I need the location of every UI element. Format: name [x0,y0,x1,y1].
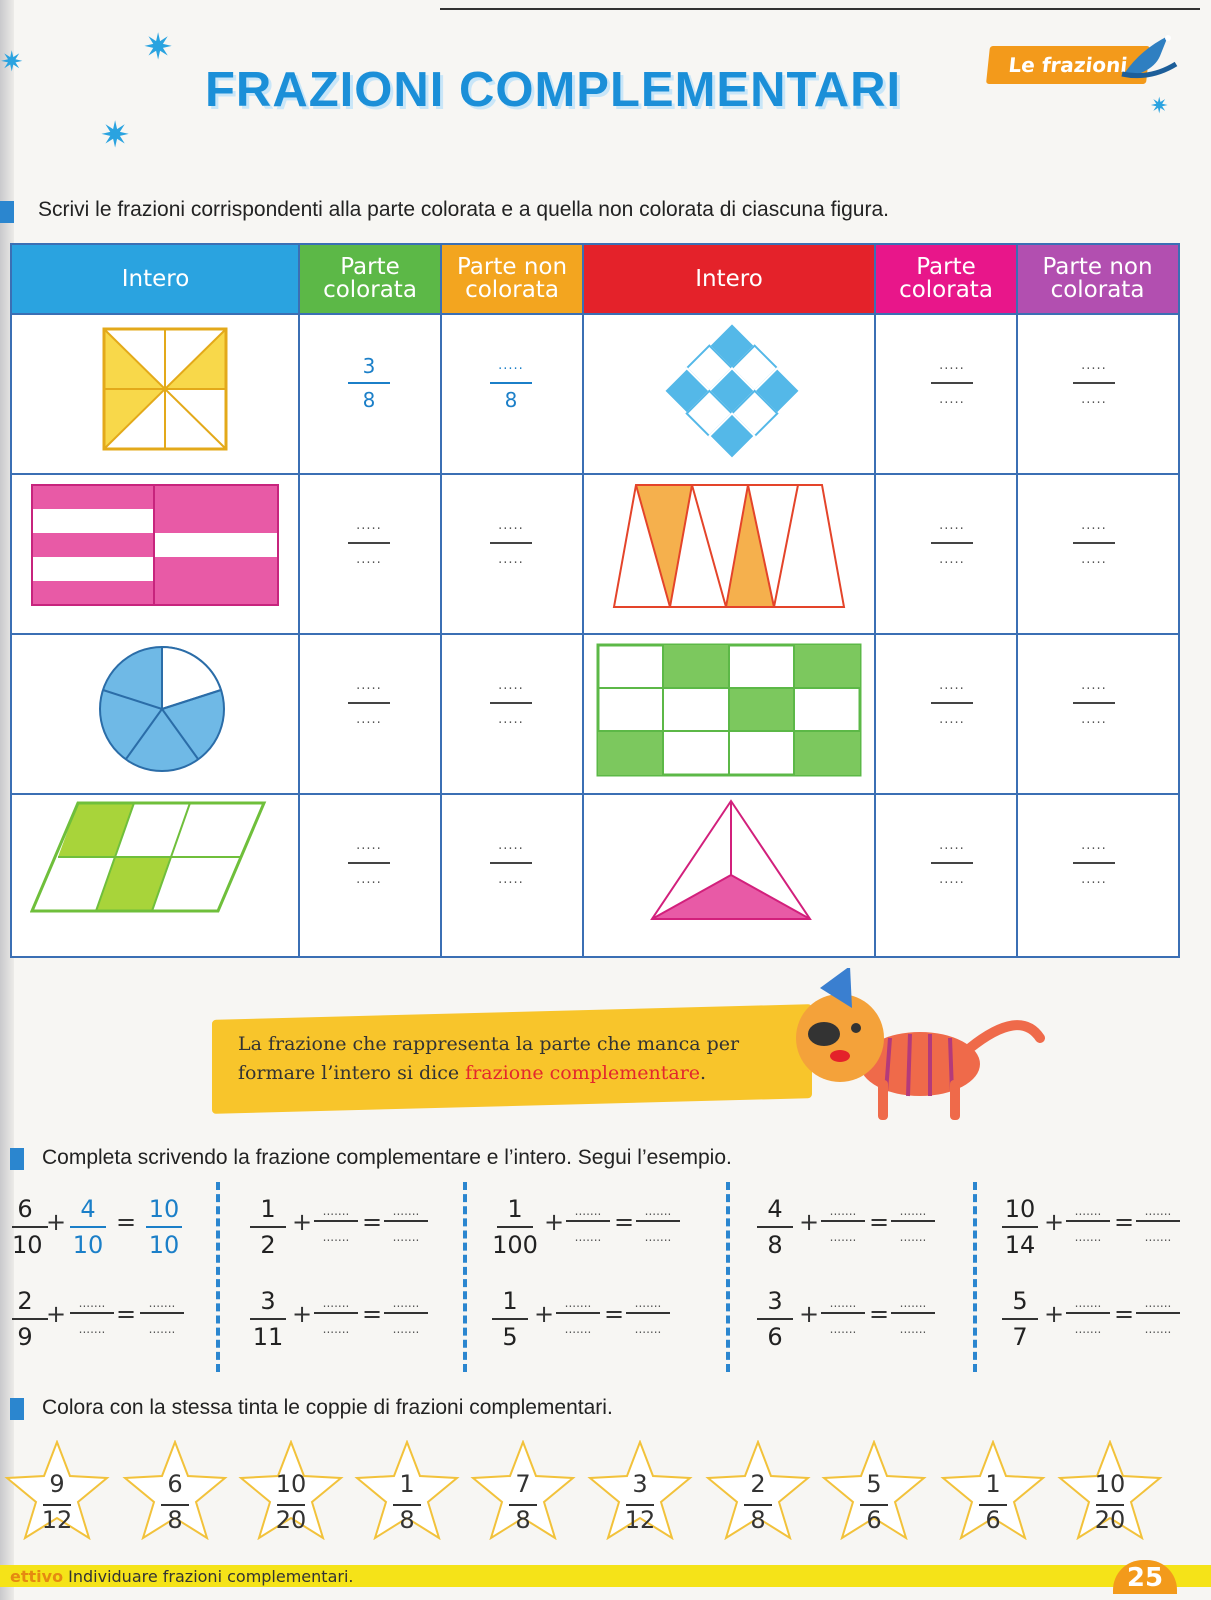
equals-sign: = [614,1208,635,1236]
page-title: FRAZIONI COMPLEMENTARI [205,63,902,117]
exercise-number-3 [10,1398,24,1420]
given-fraction: 4 8 [755,1194,795,1260]
given-fraction: 1 5 [490,1286,530,1352]
blank-fraction[interactable]: ..... ..... [912,353,992,413]
cat-mascot-image [790,968,1050,1140]
equals-sign: = [362,1208,383,1236]
answer-blank[interactable]: ....... ....... [566,1194,610,1248]
answer-blank[interactable]: ....... ....... [891,1194,935,1248]
equals-sign: = [116,1300,137,1328]
header-intero-right: Intero [583,245,875,313]
exercise-number-1 [0,201,14,223]
fraction-star[interactable]: 2 8 [705,1440,811,1540]
blank-fraction[interactable]: ..... ..... [471,673,551,733]
sparkle-icon: ✷ [143,27,174,68]
blank-fraction[interactable]: ..... ..... [912,513,992,573]
plus-sign: + [46,1300,67,1328]
given-fraction: 1 2 [248,1194,288,1260]
plus-sign: + [534,1300,555,1328]
exercise-number-2 [10,1148,24,1170]
answer-blank[interactable]: ....... ....... [140,1286,184,1340]
pink-triangle-shape [648,797,814,927]
example-fraction-a: 6 10 [12,1194,38,1260]
answer-blank[interactable]: ....... ....... [1066,1194,1110,1248]
blank-fraction[interactable]: ..... ..... [329,513,409,573]
sparkle-icon: ✷ [100,115,131,156]
example-fraction-c: 10 10 [142,1194,186,1260]
header-colored-left: Parte colorata [299,245,441,313]
blank-fraction[interactable]: ..... ..... [471,513,551,573]
plus-sign: + [46,1208,67,1236]
answer-blank[interactable]: ....... ....... [314,1286,358,1340]
given-fraction: 3 6 [755,1286,795,1352]
example-colored-fraction: 3 8 [329,353,409,413]
answer-blank[interactable]: ....... ....... [556,1286,600,1340]
header-uncolored-right: Parte non colorata [1017,245,1178,313]
fraction-star[interactable]: 10 20 [1057,1440,1163,1540]
example-uncolored-fraction[interactable]: ..... 8 [471,353,551,413]
blank-fraction[interactable]: ..... ..... [1054,513,1134,573]
equals-sign: = [604,1300,625,1328]
blank-fraction[interactable]: ..... ..... [471,833,551,893]
answer-blank[interactable]: ....... ....... [314,1194,358,1248]
header-colored-right: Parte colorata [875,245,1017,313]
plus-sign: + [292,1300,313,1328]
definition-highlight: frazione complementare [465,1062,701,1084]
definition-text: La frazione che rappresenta la parte che manca per formare l’intero si dice frazione complementare. [238,1033,740,1084]
blank-fraction[interactable]: ..... ..... [1054,353,1134,413]
answer-blank[interactable]: ....... ....... [70,1286,114,1340]
given-fraction: 2 9 [12,1286,38,1352]
exercise-3-instruction: Colora con la stessa tinta le coppie di frazioni complementari. [42,1396,613,1419]
answer-blank[interactable]: ....... ....... [626,1286,670,1340]
exercise-1-instruction: Scrivi le frazioni corrispondenti alla parte colorata e a quella non colorata di ciascuna figura. [38,198,889,221]
wizard-hat-icon [1120,30,1180,80]
answer-blank[interactable]: ....... ....... [384,1194,428,1248]
example-fraction-b: 4 10 [66,1194,110,1260]
given-fraction: 5 7 [1000,1286,1040,1352]
blank-fraction[interactable]: ..... ..... [912,673,992,733]
square-8-parts-shape [102,327,230,453]
plus-sign: + [544,1208,565,1236]
diamond-grid-shape [662,321,802,461]
plus-sign: + [292,1208,313,1236]
given-fraction: 3 11 [248,1286,288,1352]
blank-fraction[interactable]: ..... ..... [329,833,409,893]
equals-sign: = [116,1208,137,1236]
answer-blank[interactable]: ....... ....... [821,1194,865,1248]
blank-fraction[interactable]: ..... ..... [912,833,992,893]
fraction-star[interactable]: 3 12 [587,1440,693,1540]
page-number: 25 [1113,1560,1177,1594]
green-grid-shape [596,643,862,777]
fraction-star[interactable]: 5 6 [821,1440,927,1540]
plus-sign: + [799,1208,820,1236]
equals-sign: = [869,1208,890,1236]
answer-blank[interactable]: ....... ....... [821,1286,865,1340]
plus-sign: + [1044,1300,1065,1328]
answer-blank[interactable]: ....... ....... [384,1286,428,1340]
given-fraction: 1 100 [492,1195,538,1259]
equals-sign: = [869,1300,890,1328]
blank-fraction[interactable]: ..... ..... [1054,673,1134,733]
equals-sign: = [1114,1300,1135,1328]
plus-sign: + [1044,1208,1065,1236]
equals-sign: = [1114,1208,1135,1236]
striped-rectangle-shape [30,483,282,607]
answer-blank[interactable]: ....... ....... [1066,1286,1110,1340]
topic-tab: Le frazioni [986,46,1150,84]
fractions-table [10,243,1180,958]
given-fraction: 10 14 [1000,1194,1040,1260]
answer-blank[interactable]: ....... ....... [1136,1194,1180,1248]
fraction-star[interactable]: 1 8 [354,1440,460,1540]
equals-sign: = [362,1300,383,1328]
answer-blank[interactable]: ....... ....... [1136,1286,1180,1340]
fraction-star[interactable]: 6 8 [122,1440,228,1540]
parallelogram-shape [30,801,270,915]
blank-fraction[interactable]: ..... ..... [1054,833,1134,893]
fraction-star[interactable]: 9 12 [4,1440,110,1540]
fraction-star[interactable]: 7 8 [470,1440,576,1540]
plus-sign: + [799,1300,820,1328]
blank-fraction[interactable]: ..... ..... [329,673,409,733]
exercise-2-instruction: Completa scrivendo la frazione complementare e l’intero. Segui l’esempio. [42,1146,732,1169]
footer-objective: ettivo Individuare frazioni complementari. [10,1567,354,1586]
header-intero-left: Intero [12,245,299,313]
top-rule [440,8,1200,10]
circle-5-parts-shape [96,643,228,775]
fraction-star[interactable]: 1 6 [940,1440,1046,1540]
fraction-star[interactable]: 10 20 [238,1440,344,1540]
sparkle-icon: ✷ [0,45,24,78]
header-uncolored-left: Parte non colorata [441,245,583,313]
answer-blank[interactable]: ....... ....... [636,1194,680,1248]
triangles-trapezoid-shape [612,483,848,611]
answer-blank[interactable]: ....... ....... [891,1286,935,1340]
sparkle-icon: ✷ [1150,94,1169,119]
